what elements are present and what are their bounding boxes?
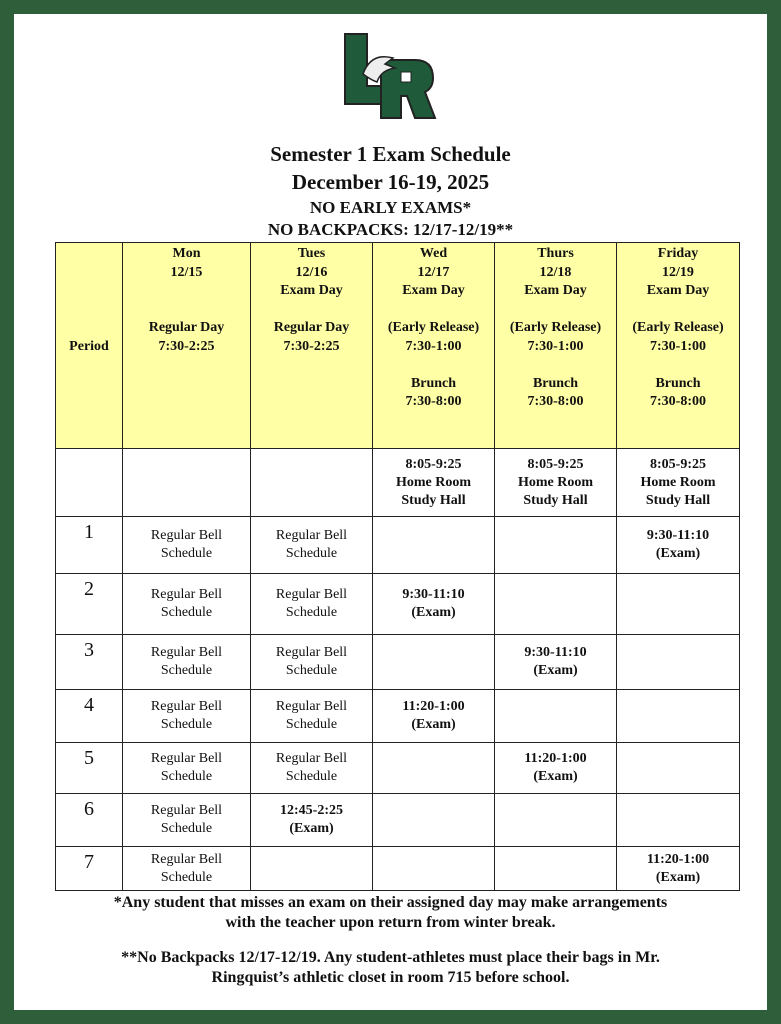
schedule-cell: 12:45-2:25 (Exam) <box>251 794 373 847</box>
schedule-cell <box>495 794 617 847</box>
schedule-cell: Regular Bell Schedule <box>123 743 251 794</box>
exam-dates: December 16-19, 2025 <box>291 170 490 194</box>
day-header-line <box>617 356 739 375</box>
homeroom-line: 8:05-9:25 <box>650 456 706 472</box>
day-header-line: Mon <box>172 246 201 261</box>
homeroom-line: Home Room <box>517 474 594 490</box>
day-header-line: 7:30-1:00 <box>650 338 706 354</box>
period-row <box>56 635 740 690</box>
homeroom-cell <box>495 449 617 517</box>
schedule-cell: Regular Bell Schedule <box>123 635 251 690</box>
footnote-backpacks: **No Backpacks 12/17-12/19. Any student-athletes must place their bags in Mr. Ringquist’s athletic closet in room 715 before school. <box>121 949 660 986</box>
homeroom-line: 8:05-9:25 <box>527 456 584 472</box>
day-header-line <box>495 356 616 375</box>
day-header-line: Regular Day <box>273 320 350 335</box>
day-header-line: Tues <box>297 246 326 261</box>
period-number: 2 <box>56 574 123 635</box>
no-early-exams-note: NO EARLY EXAMS* <box>309 198 472 217</box>
day-header-line: (Early Release) <box>632 320 724 335</box>
page-title: Semester 1 Exam Schedule <box>270 142 511 166</box>
day-header-line: Exam Day <box>402 283 465 298</box>
day-header-line <box>373 356 494 375</box>
day-header-line: Thurs <box>537 246 574 261</box>
schedule-cell: Regular Bell Schedule <box>251 635 373 690</box>
day-header-line: Brunch <box>410 375 457 391</box>
homeroom-line: Home Room <box>395 474 472 490</box>
period-row <box>56 517 740 574</box>
period-row <box>56 690 740 743</box>
day-header-line: 12/19 <box>662 264 694 280</box>
school-logo <box>341 32 439 120</box>
day-header-line: Exam Day <box>524 283 587 298</box>
day-header-line <box>495 301 616 320</box>
period-number: 5 <box>56 743 123 794</box>
homeroom-line: Home Room <box>640 474 716 490</box>
schedule-cell <box>495 690 617 743</box>
day-header-line <box>373 301 494 320</box>
schedule-cell <box>617 690 740 743</box>
schedule-cell <box>373 847 495 891</box>
schedule-cell <box>617 794 740 847</box>
schedule-cell: Regular Bell Schedule <box>251 574 373 635</box>
schedule-cell: Regular Bell Schedule <box>251 517 373 574</box>
exam-schedule-table <box>55 242 740 891</box>
day-header-line <box>617 301 739 320</box>
header-row <box>56 243 740 449</box>
schedule-cell: Regular Bell Schedule <box>251 743 373 794</box>
schedule-cell: 9:30-11:10 (Exam) <box>373 574 495 635</box>
day-header-line: 7:30-8:00 <box>527 394 584 409</box>
footnote-missed-exam: *Any student that misses an exam on their assigned day may make arrangements with the teacher upon return from winter break. <box>113 894 668 931</box>
day-header-line: 7:30-8:00 <box>405 394 462 409</box>
day-header-line: Wed <box>419 246 448 261</box>
day-header-line: 7:30-2:25 <box>158 338 215 354</box>
day-header-line: 12/15 <box>170 264 203 280</box>
schedule-cell: Regular Bell Schedule <box>123 794 251 847</box>
schedule-cell: Regular Bell Schedule <box>123 847 251 891</box>
day-header-line: 7:30-1:00 <box>527 338 584 354</box>
day-header-line: (Early Release) <box>509 320 602 335</box>
day-header-line: 7:30-8:00 <box>650 394 706 409</box>
day-header-line: 12/16 <box>295 264 328 280</box>
period-row <box>56 847 740 891</box>
schedule-cell: 9:30-11:10 (Exam) <box>495 635 617 690</box>
homeroom-row <box>56 449 740 517</box>
homeroom-line: Study Hall <box>523 492 588 508</box>
day-header-line: 12/17 <box>417 264 450 280</box>
day-header-line: 7:30-1:00 <box>405 338 462 354</box>
day-header-tues <box>251 243 373 449</box>
period-row <box>56 574 740 635</box>
day-header-friday <box>617 243 740 449</box>
homeroom-line: Study Hall <box>645 492 711 508</box>
day-header-line <box>123 282 250 301</box>
schedule-cell <box>251 847 373 891</box>
day-header-line <box>251 301 372 320</box>
schedule-cell <box>617 635 740 690</box>
period-row <box>56 743 740 794</box>
period-number: 7 <box>56 847 123 891</box>
homeroom-cell <box>373 449 495 517</box>
period-number: 1 <box>56 517 123 574</box>
homeroom-line: 8:05-9:25 <box>405 456 462 472</box>
schedule-cell <box>617 574 740 635</box>
schedule-cell: 11:20-1:00 (Exam) <box>495 743 617 794</box>
day-header-line <box>123 301 250 320</box>
schedule-cell: 11:20-1:00 (Exam) <box>617 847 740 891</box>
day-header-line: 12/18 <box>539 264 572 280</box>
day-header-line: Exam Day <box>646 283 710 298</box>
period-number: 6 <box>56 794 123 847</box>
day-header-mon <box>123 243 251 449</box>
schedule-cell: Regular Bell Schedule <box>123 574 251 635</box>
homeroom-cell <box>617 449 740 517</box>
no-backpacks-note: NO BACKPACKS: 12/17-12/19** <box>267 220 514 239</box>
schedule-cell <box>495 517 617 574</box>
homeroom-line: Study Hall <box>401 492 466 508</box>
schedule-cell <box>373 517 495 574</box>
period-header: Period <box>56 243 123 449</box>
day-header-line: Exam Day <box>280 283 343 298</box>
day-header-line: (Early Release) <box>387 320 480 335</box>
schedule-cell: Regular Bell Schedule <box>123 690 251 743</box>
day-header-wed <box>373 243 495 449</box>
schedule-cell: Regular Bell Schedule <box>123 517 251 574</box>
day-header-line: Regular Day <box>148 320 225 335</box>
schedule-cell <box>617 743 740 794</box>
schedule-cell: Regular Bell Schedule <box>251 690 373 743</box>
period-row <box>56 794 740 847</box>
period-number: 4 <box>56 690 123 743</box>
schedule-cell: 11:20-1:00 (Exam) <box>373 690 495 743</box>
day-header-line: Friday <box>657 246 699 261</box>
schedule-cell <box>373 743 495 794</box>
day-header-line: Brunch <box>532 375 579 391</box>
period-number: 3 <box>56 635 123 690</box>
schedule-cell <box>373 794 495 847</box>
day-header-line: 7:30-2:25 <box>283 338 340 354</box>
schedule-cell: 9:30-11:10 (Exam) <box>617 517 740 574</box>
schedule-cell <box>495 847 617 891</box>
schedule-cell <box>495 574 617 635</box>
schedule-cell <box>373 635 495 690</box>
day-header-thurs <box>495 243 617 449</box>
day-header-line: Brunch <box>655 375 701 391</box>
